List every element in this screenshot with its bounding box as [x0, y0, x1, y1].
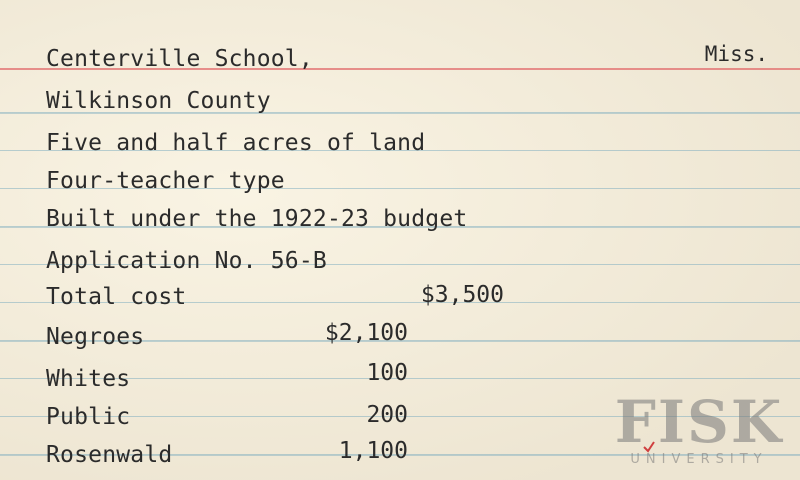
cost-amount-rosenwald: 1,100 — [338, 438, 408, 464]
watermark-subtitle: UNIVERSITY — [630, 452, 768, 467]
application-number: Application No. 56-B — [46, 248, 327, 274]
cost-amount-negroes: $2,100 — [324, 320, 408, 346]
county: Wilkinson County — [46, 88, 271, 114]
cost-amount-public: 200 — [366, 402, 408, 428]
cost-label-total: Total cost — [46, 284, 187, 310]
cost-amount-whites: 100 — [366, 360, 408, 386]
land-size: Five and half acres of land — [46, 130, 426, 156]
fisk-university-watermark — [604, 388, 794, 467]
budget-year: Built under the 1922-23 budget — [46, 206, 468, 232]
school-name: Centerville School, — [46, 46, 313, 72]
cost-label-whites: Whites — [46, 366, 131, 392]
state-tag: Miss. — [704, 42, 768, 66]
red-check-icon — [642, 440, 656, 454]
building-type: Four-teacher type — [46, 168, 285, 194]
cost-label-public: Public — [46, 404, 131, 430]
watermark-title: FISK — [614, 388, 784, 456]
cost-label-negroes: Negroes — [46, 324, 145, 350]
cost-label-rosenwald: Rosenwald — [46, 442, 173, 468]
cost-amount-total: $3,500 — [420, 282, 504, 308]
